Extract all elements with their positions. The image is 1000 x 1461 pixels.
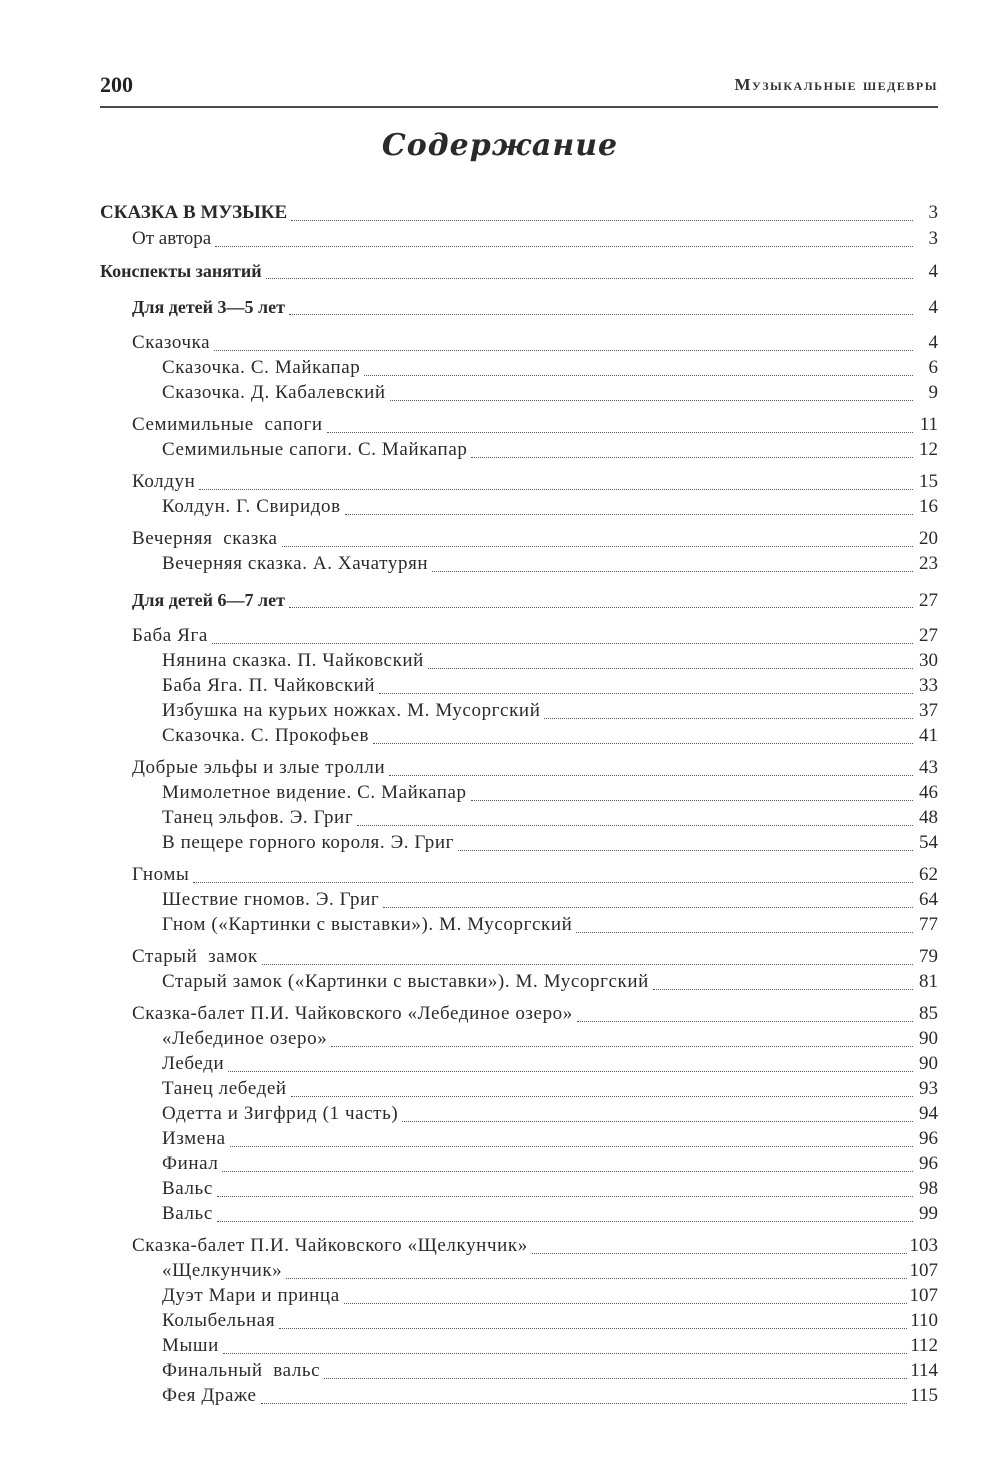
dot-leader	[266, 277, 913, 279]
toc-entry[interactable]	[100, 437, 938, 463]
dot-leader	[286, 1277, 906, 1279]
dot-leader	[471, 456, 913, 458]
toc-entry-page: 43	[919, 757, 938, 778]
toc-entry[interactable]	[100, 623, 938, 649]
toc-entry-page: 3	[928, 228, 938, 249]
dot-leader	[577, 1020, 913, 1022]
toc-entry-title: Одетта и Зигфрид (1 часть)	[162, 1103, 399, 1124]
toc-entry-title: Сказка-балет П.И. Чайковского «Лебединое озеро»	[132, 1003, 573, 1024]
dot-leader	[289, 606, 913, 608]
toc-entry-title: Сказочка. С. Майкапар	[162, 357, 361, 378]
dot-leader	[214, 349, 913, 351]
toc-entry[interactable]	[100, 1233, 938, 1259]
toc-entry-title: Для детей 6—7 лет	[132, 590, 285, 610]
toc-entry-page: 96	[919, 1128, 938, 1149]
toc-entry[interactable]	[100, 1001, 938, 1027]
toc-entry-page: 16	[919, 496, 938, 517]
dot-leader	[228, 1070, 913, 1072]
toc-entry-title: Вечерняя сказка	[132, 528, 278, 549]
toc-entry-title: Измена	[162, 1128, 226, 1149]
toc-entry[interactable]	[100, 1026, 938, 1052]
toc-entry[interactable]	[100, 648, 938, 674]
toc-entry-title: Шествие гномов. Э. Григ	[162, 889, 380, 910]
dot-leader	[402, 1120, 913, 1122]
toc-entry-page: 4	[928, 297, 938, 318]
toc-entry[interactable]	[100, 1308, 938, 1334]
toc-entry-title: Фея Драже	[162, 1385, 257, 1406]
toc-entry-title: Гном («Картинки с выставки»). М. Мусоргский	[162, 914, 573, 935]
toc-entry-title: Баба Яга. П. Чайковский	[162, 675, 376, 696]
dot-leader	[193, 881, 913, 883]
dot-leader	[222, 1170, 913, 1172]
toc-entry[interactable]	[100, 1051, 938, 1077]
toc-entry-page: 11	[919, 414, 938, 435]
toc-entry[interactable]	[100, 723, 938, 749]
toc-entry-title: Финальный вальс	[162, 1360, 321, 1381]
toc-entry[interactable]	[100, 698, 938, 724]
dot-leader	[289, 313, 913, 315]
toc-entry[interactable]	[100, 1283, 938, 1309]
toc-entry-title: Сказка-балет П.И. Чайковского «Щелкунчик»	[132, 1235, 528, 1256]
toc-entry[interactable]	[100, 551, 938, 577]
toc-entry-page: 81	[919, 971, 938, 992]
dot-leader	[282, 545, 913, 547]
toc-entry-page: 99	[919, 1203, 938, 1224]
page-title: Содержание	[381, 128, 619, 163]
toc-entry-title: Сказочка. Д. Кабалевский	[162, 382, 386, 403]
toc-entry-page: 110	[910, 1310, 938, 1331]
dot-leader	[324, 1377, 907, 1379]
toc-entry-title: В пещере горного короля. Э. Григ	[162, 832, 455, 853]
toc-entry-title: Старый замок («Картинки с выставки»). М. Мусоргский	[162, 971, 649, 992]
dot-leader	[261, 1402, 908, 1404]
toc-entry-title: Вальс	[162, 1178, 213, 1199]
dot-leader	[458, 849, 913, 851]
dot-leader	[432, 570, 913, 572]
toc-entry-title: Танец эльфов. Э. Григ	[162, 807, 354, 828]
toc-entry[interactable]	[100, 330, 938, 356]
dot-leader	[357, 824, 913, 826]
toc-entry[interactable]	[100, 830, 938, 856]
toc-entry[interactable]	[100, 912, 938, 938]
toc-entry[interactable]	[100, 1151, 938, 1177]
dot-leader	[544, 717, 913, 719]
toc-entry-title: Сказочка	[132, 332, 211, 353]
page-number: 200	[100, 72, 133, 97]
dot-leader	[217, 1195, 913, 1197]
dot-leader	[327, 431, 913, 433]
toc-entry-page: 30	[919, 650, 938, 671]
toc-entry-page: 33	[919, 675, 938, 696]
page-header	[100, 72, 938, 108]
dot-leader	[390, 399, 913, 401]
running-head: Музыкальные шедевры	[734, 75, 938, 94]
toc-entry[interactable]	[100, 1101, 938, 1127]
toc-entry-page: 3	[928, 202, 938, 223]
toc-entry-page: 94	[919, 1103, 938, 1124]
dot-leader	[217, 1220, 913, 1222]
toc-entry-title: Колдун	[132, 471, 196, 492]
toc-entry[interactable]	[100, 1258, 938, 1284]
toc-entry-title: Для детей 3—5 лет	[132, 297, 285, 317]
dot-leader	[364, 374, 913, 376]
toc-entry-title: «Лебединое озеро»	[162, 1028, 328, 1049]
toc-entry-title: Вальс	[162, 1203, 213, 1224]
toc-entry-title: Добрые эльфы и злые тролли	[132, 757, 386, 778]
toc-entry[interactable]	[100, 805, 938, 831]
dot-leader	[223, 1352, 907, 1354]
toc-entry-page: 12	[919, 439, 938, 460]
dot-leader	[344, 1302, 907, 1304]
dot-leader	[345, 513, 913, 515]
toc-entry-page: 64	[919, 889, 938, 910]
toc-entry[interactable]	[100, 258, 938, 284]
dot-leader	[215, 245, 913, 247]
toc-entry-title: Гномы	[132, 864, 190, 885]
dot-leader	[279, 1327, 907, 1329]
toc-entry-page: 9	[928, 382, 938, 403]
dot-leader	[428, 667, 913, 669]
toc-entry[interactable]	[100, 673, 938, 699]
toc-entry-page: 77	[919, 914, 938, 935]
toc-entry-page: 115	[910, 1385, 938, 1406]
toc-entry[interactable]	[100, 1176, 938, 1202]
toc-entry-page: 107	[909, 1260, 938, 1281]
toc-entry[interactable]	[100, 755, 938, 781]
toc-entry-title: Избушка на курьих ножках. М. Мусоргский	[162, 700, 541, 721]
toc-entry-page: 41	[919, 725, 938, 746]
toc-entry-page: 27	[919, 625, 938, 646]
toc-entry-title: Танец лебедей	[162, 1078, 287, 1099]
toc-entry[interactable]	[100, 380, 938, 406]
toc-entry-page: 93	[919, 1078, 938, 1099]
toc-entry-title: Семимильные сапоги	[132, 414, 323, 435]
toc-entry-page: 96	[919, 1153, 938, 1174]
dot-leader	[379, 692, 913, 694]
dot-leader	[389, 774, 913, 776]
dot-leader	[331, 1045, 913, 1047]
toc-entry-page: 107	[909, 1285, 938, 1306]
toc-entry-page: 37	[919, 700, 938, 721]
toc-entry-page: 98	[919, 1178, 938, 1199]
toc-entry-title: СКАЗКА В МУЗЫКЕ	[100, 202, 288, 223]
toc-entry-page: 112	[910, 1335, 938, 1356]
toc-entry[interactable]	[100, 887, 938, 913]
toc-entry[interactable]	[100, 494, 938, 520]
toc-entry-page: 79	[919, 946, 938, 967]
toc-entry-title: Конспекты занятий	[100, 261, 262, 281]
toc-entry[interactable]	[100, 294, 938, 320]
toc-entry-title: Баба Яга	[132, 625, 208, 646]
dot-leader	[230, 1145, 913, 1147]
toc-entry-page: 85	[919, 1003, 938, 1024]
toc-entry-title: Финал	[162, 1153, 219, 1174]
toc-entry[interactable]	[100, 412, 938, 438]
toc-entry-title: Лебеди	[162, 1053, 225, 1074]
toc-entry[interactable]	[100, 1358, 938, 1384]
toc-entry-page: 6	[928, 357, 938, 378]
toc-entry-page: 27	[919, 590, 938, 611]
toc-entry-page: 114	[910, 1360, 938, 1381]
toc-entry-title: Старый замок	[132, 946, 258, 967]
toc-entry[interactable]	[100, 1126, 938, 1152]
toc-entry-title: Мимолетное видение. С. Майкапар	[162, 782, 467, 803]
dot-leader	[653, 988, 913, 990]
toc-entry-page: 90	[919, 1053, 938, 1074]
toc-entry[interactable]	[100, 944, 938, 970]
toc-entry[interactable]	[100, 200, 938, 226]
toc-entry-page: 103	[909, 1235, 938, 1256]
toc-entry[interactable]	[100, 355, 938, 381]
dot-leader	[291, 1095, 913, 1097]
dot-leader	[373, 742, 913, 744]
toc-entry-title: Сказочка. С. Прокофьев	[162, 725, 370, 746]
toc-entry[interactable]	[100, 587, 938, 613]
toc-entry-page: 15	[919, 471, 938, 492]
toc-entry-page: 54	[919, 832, 938, 853]
toc-entry[interactable]	[100, 862, 938, 888]
toc-entry[interactable]	[100, 969, 938, 995]
dot-leader	[383, 906, 913, 908]
dot-leader	[291, 219, 913, 221]
toc-entry-page: 4	[928, 332, 938, 353]
dot-leader	[532, 1252, 907, 1254]
toc-entry-title: Колдун. Г. Свиридов	[162, 496, 341, 517]
toc-entry[interactable]	[100, 226, 938, 252]
toc-entry[interactable]	[100, 780, 938, 806]
toc-entry-page: 46	[919, 782, 938, 803]
dot-leader	[212, 642, 913, 644]
toc-entry-title: Дуэт Мари и принца	[162, 1285, 340, 1306]
toc-entry-page: 20	[919, 528, 938, 549]
toc-entry[interactable]	[100, 469, 938, 495]
toc-entry-page: 90	[919, 1028, 938, 1049]
toc-entry-title: Семимильные сапоги. С. Майкапар	[162, 439, 468, 460]
toc-entry-title: Колыбельная	[162, 1310, 276, 1331]
toc-entry[interactable]	[100, 1076, 938, 1102]
toc-entry-title: От автора	[132, 228, 212, 249]
toc-entry-page: 4	[928, 261, 938, 282]
toc-entry-title: Вечерняя сказка. А. Хачатурян	[162, 553, 429, 574]
toc-entry-title: Мыши	[162, 1335, 219, 1356]
toc-entry-title: Нянина сказка. П. Чайковский	[162, 650, 424, 671]
dot-leader	[199, 488, 913, 490]
toc-entry[interactable]	[100, 1333, 938, 1359]
dot-leader	[576, 931, 913, 933]
toc-entry-page: 62	[919, 864, 938, 885]
dot-leader	[471, 799, 913, 801]
toc-entry[interactable]	[100, 1201, 938, 1227]
dot-leader	[262, 963, 913, 965]
toc-entry-page: 23	[919, 553, 938, 574]
toc-entry[interactable]	[100, 1383, 938, 1409]
toc-entry-page: 48	[919, 807, 938, 828]
toc-entry[interactable]	[100, 526, 938, 552]
toc-entry-title: «Щелкунчик»	[162, 1260, 283, 1281]
